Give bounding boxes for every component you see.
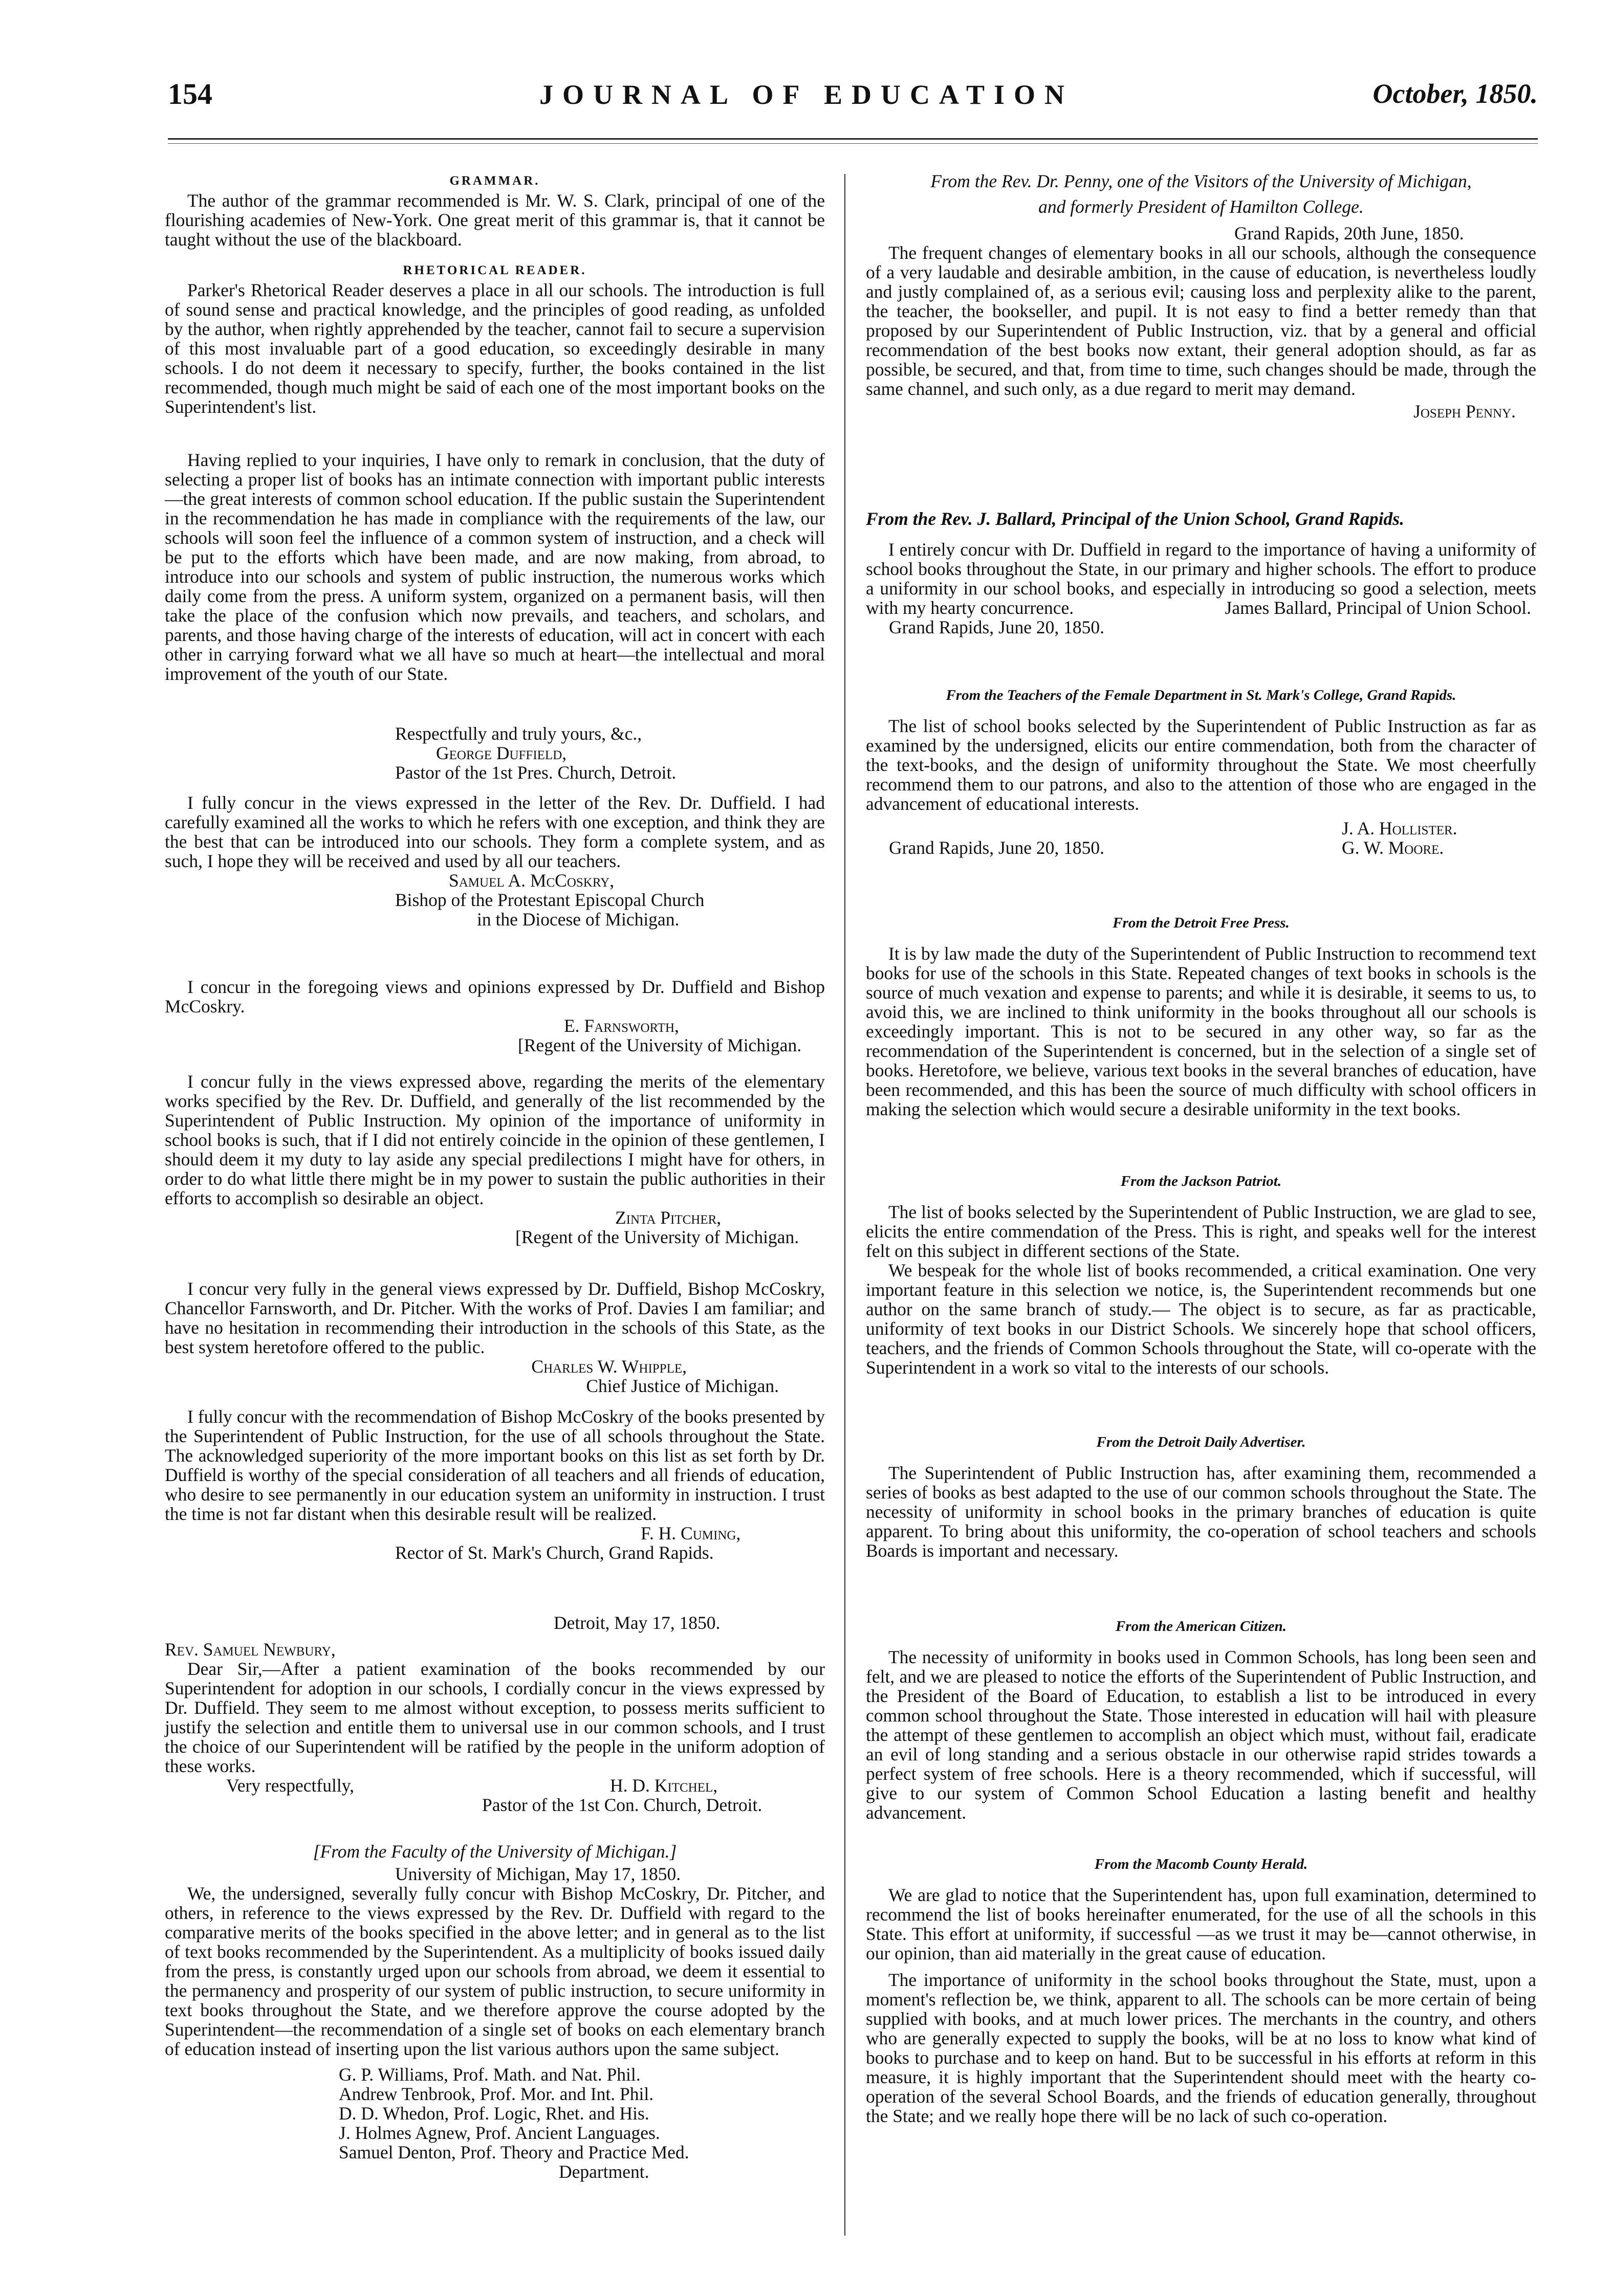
macomb-herald-article [866,1855,1536,2126]
article-paragraph: We bespeak for the whole list of books recommended, a critical examination. One very important feature in this selection we notice, is, the Superintendent recommends but one author on the same branch of study.— The object is to secure, as far as practicable, uniformity of text books in our District Schools. We sincerely hope that school officers, teachers, and the friends of Common Schools throughout the State, will co-operate with the Superintendent in a work so vital to the interests of our schools. [866,1260,1536,1378]
section-rhetorical-reader [165,261,825,416]
letter-paragraph: The list of school books selected by the Superintendent of Public Instruction as far as examined by the undersigned, elicits our entire commendation, both from the character of the text-books, and the design of uniformity throughout the State. We most cheerfully recommend them to our patrons, and also to the attention of those who are engaged in the advancement of educational interests. [866,716,1536,814]
source-heading: From the Rev. Dr. Penny, one of the Visitors of the University of Michigan, [930,171,1472,191]
signer-name: J. A. Hollister. [1342,818,1457,838]
signer-name: H. D. Kitchel, [610,1775,718,1796]
letter-paragraph: I entirely concur with Dr. Duffield in regard to the importance of having a uniformity of school books throughout the State, in our primary and higher schools. The effort to produce a uniformity in our school books, and especially in introducing so good a selection, meets with my hearty concurrence. [866,539,1536,618]
signer-title: [Regent of the University of Michigan. [515,1227,799,1247]
duffield-signature [165,724,825,782]
letter-paragraph: I concur fully in the views expressed above, regarding the merits of the elementary works specified by the Rev. Dr. Duffield, and generally of the list recommended by the Superintendent of Public Instruction. My opinion of the importance of uniformity in school books is such, that if I did not entirely coincide in the opinion of these gentlemen, I should deem it my duty to lay aside any special predilections I might have for others, in order to do what little there might be in my power to sustain the public authorities in their efforts to accomplish so desirable an object. [165,1071,825,1208]
source-heading: From the Detroit Free Press. [1113,915,1290,931]
signer-title: Bishop of the Protestant Episcopal Church [395,890,705,910]
source-heading: From the American Citizen. [1115,1618,1287,1635]
farnsworth-letter [165,977,825,1055]
signer-title: Pastor of the 1st Pres. Church, Detroit. [395,762,677,783]
signer-line: Department. [559,2161,649,2182]
signer-line: D. D. Whedon, Prof. Logic, Rhet. and His. [339,2103,649,2124]
source-heading: From the Rev. J. Ballard, Principal of the Union School, Grand Rapids. [866,509,1404,529]
section-grammar [165,171,825,249]
header-rule-thin [168,143,1538,144]
cuming-letter [165,1407,825,1562]
letter-date: Grand Rapids, 20th June, 1850. [1234,223,1464,244]
issue-date: October, 1850. [1372,78,1538,109]
jackson-patriot-article [866,1172,1536,1377]
letter-paragraph: I concur very fully in the general views expressed by Dr. Duffield, Bishop McCoskry, Chancellor Farnsworth, and Dr. Pitcher. With the works of Prof. Davies I am familiar; and have no hesitation in recommending their introduction in the schools of this State, as the best system heretofore offered to the public. [165,1278,825,1357]
letter-paragraph: I fully concur with the recommendation of Bishop McCoskry of the books presented by the Superintendent of Public Instruction, for the use of all schools throughout the State. The acknowledged superiority of the more important books on this list as set forth by Dr. Duffield is worthy of the special consideration of all teachers and all friends of education, who desire to see permanently in our education system an uniformity in instruction. I trust the time is not far distant when this desirable result will be realized. [165,1406,825,1524]
letter-date: Detroit, May 17, 1850. [554,1613,721,1633]
faculty-signers [165,2065,825,2181]
letter-paragraph: We, the undersigned, severally fully concur with Bishop McCoskry, Dr. Pitcher, and others, in reference to the views expressed by the Rev. Dr. Duffield with regard to the comparative merits of the books specified in the above letter; and in general as to the list of text books recommended by the Superintendent. As a multiplicity of books issued daily from the press, is constantly urged upon our schools from abroad, we deem it essential to the permanency and prosperity of our system of public instruction, to secure uniformity in text books throughout the State, and we therefore approve the course adopted by the Superintendent—the recommendation of a single set of books on each elementary branch of education instead of inserting upon the list various authors upon the same subject. [165,1883,825,2059]
signer-name: Zinta Pitcher, [615,1207,722,1228]
mccoskry-letter [165,793,825,929]
article-paragraph: The Superintendent of Public Instruction has, after examining them, recommended a series of books as best adapted to the use of our common schools throughout the State. The necessity of uniformity in school books in the primary branches of education is quite apparent. To bring about this uniformity, the co-operation of school teachers and schools Boards is important and necessary. [866,1463,1536,1561]
letter-paragraph: I fully concur in the views expressed in the letter of the Rev. Dr. Duffield. I had carefully examined all the works to which he refers with one exception, and think they are the best that can be introduced into our schools. They form a complete system, and as such, I hope they will be received and used by all our teachers. [165,792,825,871]
signer-line: Samuel Denton, Prof. Theory and Practice Med. [339,2142,689,2162]
free-press-article [866,913,1536,1119]
source-heading: From the Detroit Daily Advertiser. [1096,1434,1306,1450]
daily-advertiser-article [866,1432,1536,1560]
faculty-letter [165,1842,825,2181]
valediction: Respectfully and truly yours, &c., [395,723,642,744]
source-heading: From the Macomb County Herald. [1094,1856,1308,1872]
signer-name: F. H. Cuming, [641,1523,741,1543]
ballard-letter [866,509,1536,637]
source-heading: and formerly President of Hamilton College. [1038,196,1364,217]
page-number: 154 [168,77,212,111]
signer-title: Pastor of the 1st Con. Church, Detroit. [482,1795,762,1815]
signer-line: Andrew Tenbrook, Prof. Mor. and Int. Phil. [339,2084,654,2104]
letter-paragraph: Dear Sir,—After a patient examination of the books recommended by our Superintendent for adoption in our schools, I cordially concur in the views expressed by Dr. Duffield. They seem to me almost without exception, to possess merits sufficient to justify the selection and entitle them to universal use in our common schools, and I trust the choice of our Superintendent will be ratified by the people in the uniform adoption of these works. [165,1659,825,1776]
signer-title: [Regent of the University of Michigan. [518,1035,802,1055]
article-paragraph: The importance of uniformity in the school books throughout the State, must, upon a moment's reflection be, we think, apparent to all. The schools can be more certain of being supplied with books, and at much lower prices. The merchants in the country, and others who are generally expected to supply the books, will be at no loss to know what kind of books to purchase and to keep on hand. But to be successful in his efforts at reform in this measure, it is highly important that the Superintendent should meet with the hearty co-operation of the several School Boards, and the friends of education generally, throughout the State; and we really hope there will be no lack of such co-operation. [866,1970,1536,2126]
signer-name: George Duffield, [436,743,567,763]
grammar-heading: GRAMMAR. [449,174,540,188]
reader-paragraph: Parker's Rhetorical Reader deserves a place in all our schools. The introduction is full of sound sense and practical knowledge, and the principles of good reading, as unfolded by the author, when rightly apprehended by the teacher, cannot fail to secure a supervision of this most invaluable part of a good education, so exceedingly desirable in many schools. I do not deem it necessary to specify, further, the books contained in the list recommended, though much might be said of each one of the most important books on the Superintendent's list. [165,280,825,417]
source-heading: From the Teachers of the Female Department in St. Mark's College, Grand Rapids. [946,687,1456,703]
signer-line: G. P. Williams, Prof. Math. and Nat. Phil. [339,2064,641,2085]
valediction: Very respectfully, [226,1775,355,1796]
grammar-paragraph: The author of the grammar recommended is Mr. W. S. Clark, principal of one of the flourishing academies of New-York. One great merit of this grammar is, that it cannot be taught without the use of the blackboard. [165,190,825,250]
letter-date: University of Michigan, May 17, 1850. [395,1864,681,1884]
closing-paragraph: Having replied to your inquiries, I have only to remark in conclusion, that the duty of selecting a proper list of books has an intimate connection with important public interests—the great interests of common school education. If the public sustain the Superintendent in the recommendation he has made in compliance with the requirements of the law, our schools will soon feel the influence of a common system of instruction, and a check will be put to the efforts which have been made, and are now making, from abroad, to introduce into our schools and system of public instruction, the numerous works which daily come from the press. A uniform system, organized on a permanent basis, will then take the place of the confusion which now prevails, and teachers, and scholars, and parents, and those having charge of the interests of education, will act in concert with each other in carrying forward what we all have so much at heart—the intellectual and moral improvement of the youth of our State. [165,450,825,684]
faculty-heading: [From the Faculty of the University of Michigan.] [313,1841,677,1862]
whipple-letter [165,1279,825,1396]
reader-heading: RHETORICAL READER. [403,263,587,277]
letter-paragraph: I concur in the foregoing views and opinions expressed by Dr. Duffield and Bishop McCoskry. [165,977,825,1017]
kitchel-letter [165,1613,825,1815]
source-heading: From the Jackson Patriot. [1120,1173,1282,1189]
salutation: Rev. Samuel Newbury, [165,1639,336,1660]
penny-letter [866,171,1536,421]
signer-name: James Ballard, Principal of Union School. [1225,598,1531,618]
signer-name: G. W. Moore. [1342,837,1444,858]
signer-name: Charles W. Whipple, [531,1356,687,1377]
pitcher-letter [165,1072,825,1247]
letter-date: Grand Rapids, June 20, 1850. [889,837,1105,858]
column-divider [844,174,845,2236]
signer-title: Chief Justice of Michigan. [586,1376,779,1396]
female-dept-letter [866,686,1536,857]
closing-paragraph-block [165,450,825,683]
signer-line: J. Holmes Agnew, Prof. Ancient Languages. [339,2123,660,2143]
header-rule [168,138,1538,140]
signer-title: Rector of St. Mark's Church, Grand Rapids. [395,1542,714,1563]
signer-name: Joseph Penny. [1413,401,1516,422]
article-paragraph: We are glad to notice that the Superintendent has, upon full examination, determined to recommend the list of books hereinafter enumerated, for the use of all the schools in this State. This effort at uniformity, if successful —as we trust it may be—cannot otherwise, in our opinion, than aid materially in the great cause of education. [866,1885,1536,1963]
american-citizen-article [866,1617,1536,1822]
page-header [0,77,1613,123]
letter-date: Grand Rapids, June 20, 1850. [889,617,1105,637]
signer-name: E. Farnsworth, [564,1015,679,1036]
signer-name: Samuel A. McCoskry, [449,870,615,891]
article-paragraph: It is by law made the duty of the Superintendent of Public Instruction to recommend text books for use of the schools in this State. Repeated changes of text books in schools is the source of much vexation and expense to parents; and while it is desirable, it seems to us, to avoid this, we are inclined to think uniformity in the books throughout all our schools is exceedingly important. This is not to be secured in any other way, so far as the recommendation of the Superintendent is concerned, but in the selection of a single set of books. Heretofore, we believe, various text books in the several branches of education, have been recommended, and this has been the source of much difficulty with school officers in making the selection which would secure a desirable uniformity in the text books. [866,943,1536,1119]
article-paragraph: The list of books selected by the Superintendent of Public Instruction, we are glad to see, elicits the entire commendation of the Press. This is right, and speaks well for the interest felt on this subject in different sections of the State. [866,1202,1536,1261]
letter-paragraph: The frequent changes of elementary books in all our schools, although the consequence of a very laudable and desirable ambition, in the cause of education, is nevertheless loudly and justly complained of, as a serious evil; causing loss and perplexity alike to the parent, the teacher, the bookseller, and pupil. It is not easy to find a better remedy than that proposed by our Superintendent of Public Instruction, viz. that by a general and official recommendation of the best books now extant, their general adoption should, as far as possible, be secured, and that, from time to time, such changes should be made, through the same channel, and such only, as a due regard to merit may demand. [866,242,1536,399]
signer-title: in the Diocese of Michigan. [477,909,680,930]
article-paragraph: The necessity of uniformity in books used in Common Schools, has long been seen and felt, and we are pleased to notice the efforts of the Superintendent of Public Instruction, and the President of the Board of Education, to establish a list to be introduced in every common school throughout the State. Those interested in education will hail with pleasure the attempt of these gentlemen to accomplish an object which must, without fail, eradicate an evil of long standing and a serious obstacle in our otherwise rapid strides towards a perfect system of free schools. Here is a theory recommended, which if successful, will give to our system of Common School Education a lasting benefit and healthy advancement. [866,1647,1536,1823]
journal-title: JOURNAL OF EDUCATION [539,79,1074,110]
